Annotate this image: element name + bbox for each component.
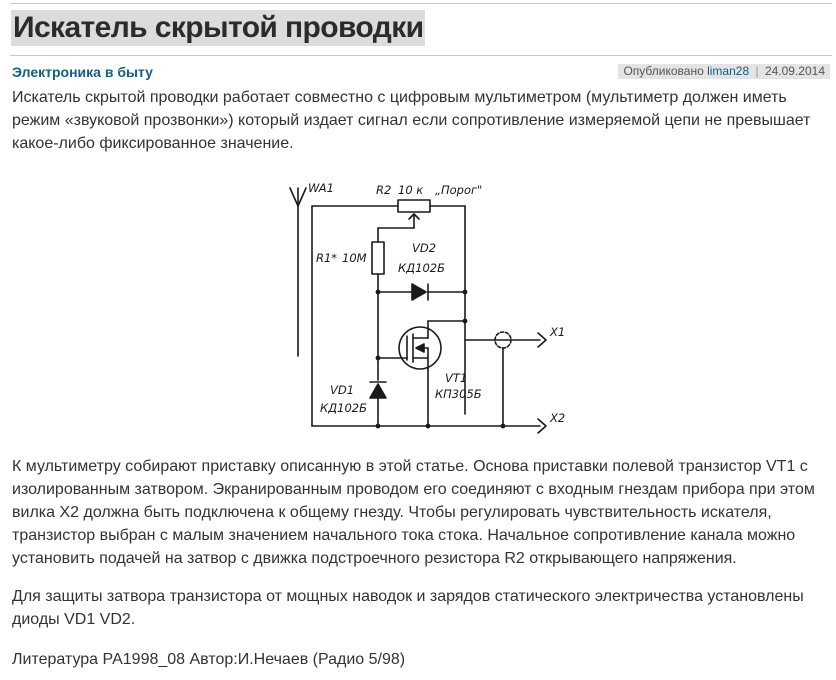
junction-dots	[376, 290, 506, 429]
label-wa1: WA1	[308, 181, 334, 195]
paragraph-description: К мультиметру собирают приставку описанную в этой статье. Основа приставки полевой транзистор VT1 с изолированным затвором. Экранированным проводом его соединяют с входным гнездам прибора при этом вилка X2 должна быть подключена к общему гнезду. Чтобы регулировать чувствительность искателя, транзистор выбран с малым значением начального тока стока. Начальное сопротивление канала можно установить подачей на затвор с движка подстроечного резистора R2 открывающего напряжения.	[12, 458, 815, 567]
page-title: Искатель скрытой проводки	[13, 11, 424, 44]
label-x2: X2	[550, 411, 566, 425]
vd1-diode	[370, 358, 386, 426]
antenna-symbol	[290, 188, 306, 356]
label-r2-value: 10 к	[398, 183, 424, 197]
label-r1: R1*	[316, 251, 338, 265]
title-divider	[10, 55, 832, 56]
label-r2-note: „Порог"	[435, 183, 483, 197]
label-vd1: VD1	[330, 383, 355, 397]
paragraph-protection: Для защиты затвора транзистора от мощных наводок и зарядов статического электричества установлены диоды VD1 VD2.	[12, 588, 804, 628]
circuit-schematic	[270, 176, 570, 438]
meta-separator: |	[755, 64, 759, 78]
top-divider	[10, 3, 832, 4]
label-r2: R2	[376, 183, 392, 197]
schematic-labels	[308, 181, 565, 425]
published-label: Опубликовано	[623, 64, 704, 78]
category-link[interactable]: Электроника в быту	[12, 64, 153, 80]
vd2-diode	[378, 284, 465, 300]
x1-output	[465, 332, 546, 348]
label-x1: X1	[550, 325, 566, 339]
post-date: 24.09.2014	[764, 64, 825, 78]
paragraph-intro: Искатель скрытой проводки работает совместно с цифровым мультиметром (мультиметр должен иметь режим «звуковой прозвонки») который издает сигнал если сопротивление измеряемой цепи не превышает какое-либо фиксированное значение.	[12, 89, 811, 152]
label-vd2: VD2	[412, 241, 437, 255]
label-vd2-type: КД102Б	[398, 261, 445, 275]
post-meta	[618, 64, 830, 79]
paragraph-reference: Литература РА1998_08 Автор:И.Нечаев (Радио 5/98)	[12, 651, 406, 668]
label-vt1: VT1	[445, 371, 468, 385]
label-vd1-type: КД102Б	[320, 401, 367, 415]
author-link[interactable]: liman28	[707, 64, 750, 78]
label-r1-value: 10М	[342, 251, 367, 265]
vt1-transistor	[378, 321, 465, 369]
label-vt1-type: КП305Б	[435, 387, 482, 401]
